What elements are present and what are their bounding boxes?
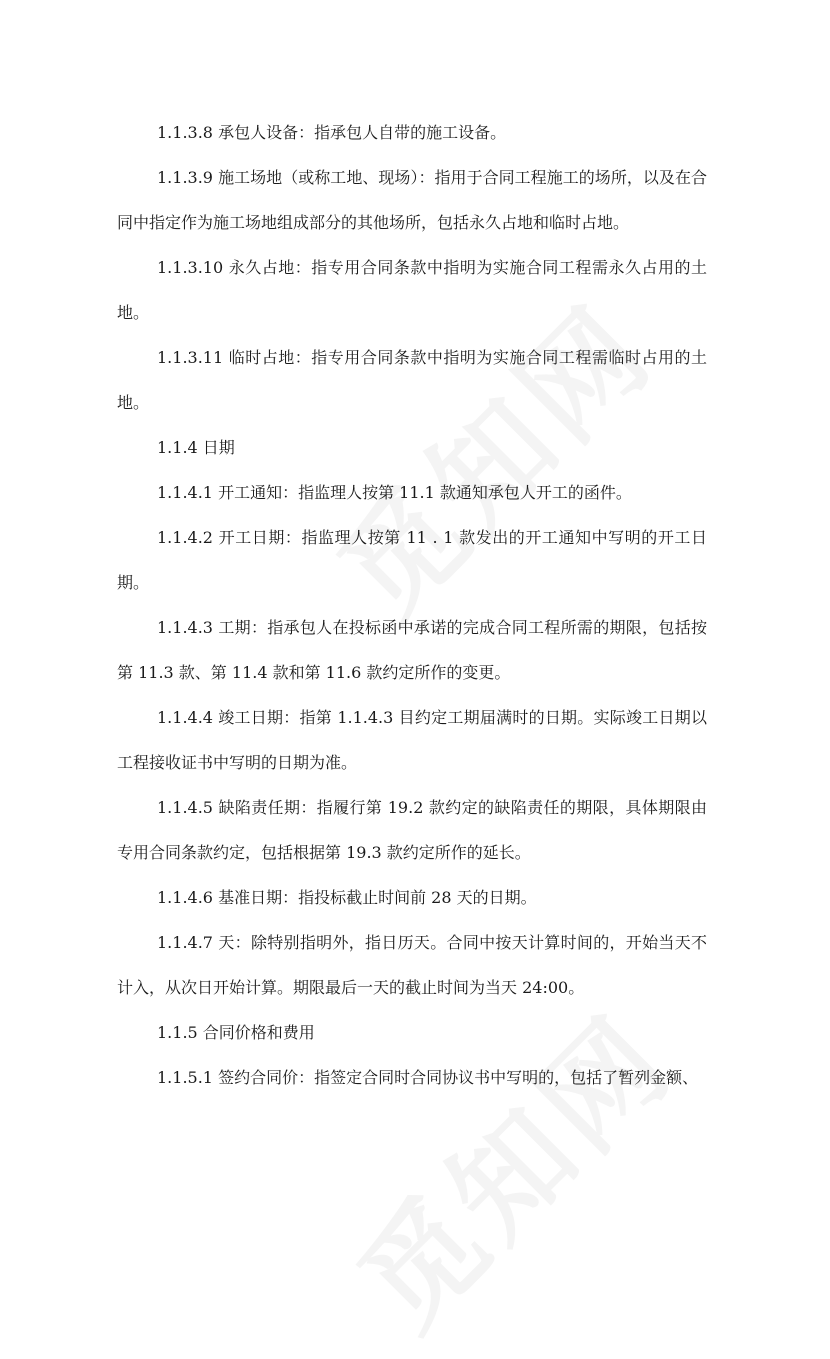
paragraph: 1.1.3.9 施工场地（或称工地、现场）：指用于合同工程施工的场所，以及在合同中指定作为施工场地组成部分的其他场所，包括永久占地和临时占地。 bbox=[117, 168, 707, 232]
paragraph: 1.1.3.11 临时占地：指专用合同条款中指明为实施合同工程需临时占用的土地。 bbox=[117, 348, 707, 412]
paragraph: 1.1.4.2 开工日期：指监理人按第 11 . 1 款发出的开工通知中写明的开工日期。 bbox=[117, 528, 707, 592]
section-heading: 1.1.5 合同价格和费用 bbox=[157, 1023, 315, 1042]
paragraph: 1.1.5.1 签约合同价：指签定合同时合同协议书中写明的，包括了暂列金额、 bbox=[157, 1068, 699, 1087]
paragraph: 1.1.3.8 承包人设备：指承包人自带的施工设备。 bbox=[157, 123, 507, 142]
paragraph: 1.1.4.4 竣工日期：指第 1.1.4.3 目约定工期届满时的日期。实际竣工日期以工程接收证书中写明的日期为准。 bbox=[117, 708, 707, 772]
section-heading: 1.1.4 日期 bbox=[157, 438, 235, 457]
document-body bbox=[117, 110, 707, 1100]
paragraph: 1.1.4.1 开工通知：指监理人按第 11.1 款通知承包人开工的函件。 bbox=[157, 483, 632, 502]
paragraph: 1.1.4.6 基准日期：指投标截止时间前 28 天的日期。 bbox=[157, 888, 537, 907]
paragraph: 1.1.3.10 永久占地：指专用合同条款中指明为实施合同工程需永久占用的土地。 bbox=[117, 258, 707, 322]
paragraph: 1.1.4.5 缺陷责任期：指履行第 19.2 款约定的缺陷责任的期限，具体期限由专用合同条款约定，包括根据第 19.3 款约定所作的延长。 bbox=[117, 798, 707, 862]
paragraph: 1.1.4.7 天：除特别指明外，指日历天。合同中按天计算时间的，开始当天不计入，从次日开始计算。期限最后一天的截止时间为当天 24:00。 bbox=[117, 933, 707, 997]
paragraph: 1.1.4.3 工期：指承包人在投标函中承诺的完成合同工程所需的期限，包括按第 11.3 款、第 11.4 款和第 11.6 款约定所作的变更。 bbox=[117, 618, 707, 682]
